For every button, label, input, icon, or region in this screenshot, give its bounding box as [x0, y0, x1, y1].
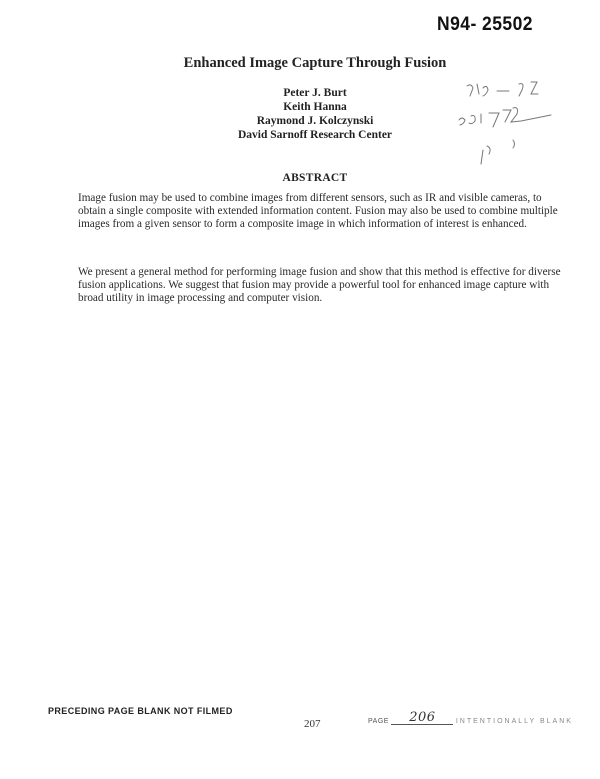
abstract-paragraph: Image fusion may be used to combine images from different sensors, such as IR and visible cameras, to obtain a single composite with extended information content. Fusion may also be used to combine multiple images from a given sensor to form a composite image in which information of interest is enhanced. [78, 192, 558, 231]
page-footer-stamp [368, 712, 573, 725]
trailing-note: INTENTIONALLY BLANK [455, 718, 573, 725]
author-name: Keith Hanna [283, 101, 347, 113]
author-name: Peter J. Burt [283, 87, 347, 99]
author-name: Raymond J. Kolczynski [256, 115, 374, 127]
abstract-paragraph: We present a general method for performing image fusion and show that this method is effective for diverse fusion applications. We suggest that fusion may provide a powerful tool for enhanced image capture with broad utility in image processing and computer vision. [78, 266, 561, 305]
page-label: PAGE [368, 718, 389, 725]
accession-number: N94- 25502 [437, 14, 533, 35]
paper-title: Enhanced Image Capture Through Fusion [183, 55, 447, 71]
abstract-heading: ABSTRACT [282, 172, 348, 184]
preceding-page-note: PRECEDING PAGE BLANK NOT FILMED [48, 706, 233, 716]
affiliation: David Sarnoff Research Center [237, 129, 393, 141]
handwritten-annotation [453, 80, 573, 170]
page-number: 207 [304, 718, 321, 730]
handwritten-page-number: 206 [391, 712, 453, 725]
